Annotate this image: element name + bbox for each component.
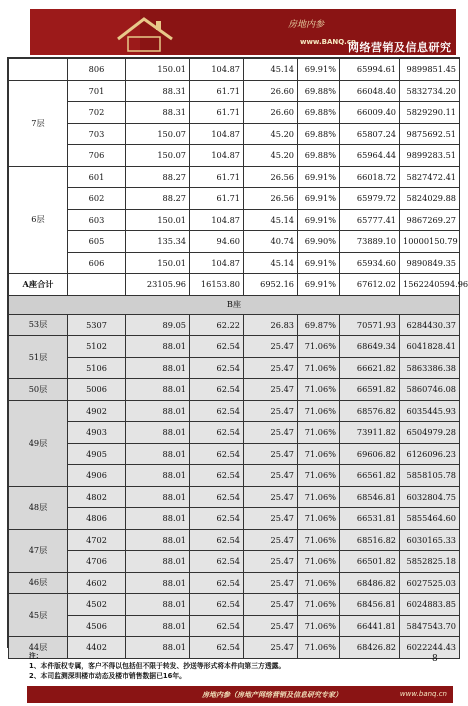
value-cell-v6: 5855464.60	[400, 508, 460, 530]
value-cell-v2: 62.54	[190, 443, 244, 465]
value-cell-v1: 88.01	[126, 529, 190, 551]
value-cell-v3: 45.14	[244, 209, 298, 231]
table-row	[9, 357, 460, 379]
value-cell-v3: 25.47	[244, 551, 298, 573]
value-cell-v1: 88.01	[126, 336, 190, 358]
value-cell-v5: 68576.82	[340, 400, 400, 422]
value-cell-v3: 25.47	[244, 400, 298, 422]
table-row	[9, 59, 460, 81]
floor-cell	[9, 59, 68, 81]
total-v2: 16153.80	[190, 274, 244, 296]
total-v6: 1562240594.96	[400, 274, 460, 296]
value-cell-v2: 104.87	[190, 209, 244, 231]
sales-table-container	[7, 57, 468, 653]
value-cell-v3: 25.47	[244, 637, 298, 659]
table-row	[9, 252, 460, 274]
unit-cell: 4502	[68, 594, 126, 616]
table-row	[9, 572, 460, 594]
value-cell-v6: 6041828.41	[400, 336, 460, 358]
table-row	[9, 400, 460, 422]
table-row	[9, 102, 460, 124]
value-cell-v5: 66501.82	[340, 551, 400, 573]
table-row	[9, 443, 460, 465]
table-row	[9, 166, 460, 188]
value-cell-v5: 66591.82	[340, 379, 400, 401]
value-cell-v6: 6030165.33	[400, 529, 460, 551]
floor-cell: 53层	[9, 314, 68, 336]
value-cell-v4: 69.91%	[298, 59, 340, 81]
table-row	[9, 465, 460, 487]
building-b-section-row	[9, 295, 460, 314]
value-cell-v1: 88.01	[126, 400, 190, 422]
value-cell-v4: 69.90%	[298, 231, 340, 253]
value-cell-v6: 5863386.38	[400, 357, 460, 379]
value-cell-v5: 66441.81	[340, 615, 400, 637]
value-cell-v4: 71.06%	[298, 486, 340, 508]
value-cell-v5: 65979.72	[340, 188, 400, 210]
total-label: A座合计	[9, 274, 68, 296]
total-v3: 6952.16	[244, 274, 298, 296]
value-cell-v4: 71.06%	[298, 508, 340, 530]
unit-cell: 4402	[68, 637, 126, 659]
unit-cell: 4903	[68, 422, 126, 444]
table-row	[9, 188, 460, 210]
value-cell-v5: 70571.93	[340, 314, 400, 336]
value-cell-v4: 71.06%	[298, 572, 340, 594]
value-cell-v5: 73911.82	[340, 422, 400, 444]
value-cell-v2: 62.54	[190, 637, 244, 659]
value-cell-v2: 62.54	[190, 465, 244, 487]
value-cell-v6: 6284430.37	[400, 314, 460, 336]
value-cell-v3: 45.14	[244, 252, 298, 274]
floor-cell: 50层	[9, 379, 68, 401]
value-cell-v6: 6126096.23	[400, 443, 460, 465]
value-cell-v5: 65994.61	[340, 59, 400, 81]
value-cell-v6: 9867269.27	[400, 209, 460, 231]
value-cell-v4: 69.91%	[298, 209, 340, 231]
brand-name: 房地内参	[288, 20, 325, 30]
notes-block	[29, 651, 285, 681]
unit-cell: 4706	[68, 551, 126, 573]
value-cell-v1: 88.01	[126, 379, 190, 401]
value-cell-v1: 88.01	[126, 465, 190, 487]
value-cell-v6: 6035445.93	[400, 400, 460, 422]
table-row	[9, 529, 460, 551]
value-cell-v3: 26.56	[244, 166, 298, 188]
value-cell-v4: 71.06%	[298, 422, 340, 444]
value-cell-v3: 25.47	[244, 443, 298, 465]
unit-cell: 701	[68, 80, 126, 102]
value-cell-v4: 71.06%	[298, 336, 340, 358]
value-cell-v5: 66018.72	[340, 166, 400, 188]
value-cell-v1: 88.31	[126, 102, 190, 124]
table-row	[9, 508, 460, 530]
total-unit	[68, 274, 126, 296]
unit-cell: 601	[68, 166, 126, 188]
table-row	[9, 231, 460, 253]
value-cell-v1: 150.01	[126, 209, 190, 231]
value-cell-v6: 6024883.85	[400, 594, 460, 616]
value-cell-v4: 71.06%	[298, 443, 340, 465]
value-cell-v3: 45.20	[244, 123, 298, 145]
value-cell-v6: 5827472.41	[400, 166, 460, 188]
notes-label: 注：	[29, 652, 43, 660]
table-row	[9, 551, 460, 573]
value-cell-v4: 71.06%	[298, 529, 340, 551]
total-v1: 23105.96	[126, 274, 190, 296]
value-cell-v2: 62.54	[190, 615, 244, 637]
value-cell-v2: 62.54	[190, 357, 244, 379]
table-row	[9, 486, 460, 508]
value-cell-v2: 61.71	[190, 102, 244, 124]
table-row	[9, 80, 460, 102]
value-cell-v5: 68516.82	[340, 529, 400, 551]
value-cell-v5: 69606.82	[340, 443, 400, 465]
value-cell-v2: 62.54	[190, 336, 244, 358]
value-cell-v6: 5829290.11	[400, 102, 460, 124]
value-cell-v1: 88.01	[126, 357, 190, 379]
house-logo-icon	[114, 13, 184, 53]
value-cell-v1: 88.31	[126, 80, 190, 102]
notes-line-1: 1、本件版权专属，客户不得以包括但不限于转发、抄送等形式将本件向第三方透露。	[29, 662, 286, 670]
value-cell-v4: 69.88%	[298, 145, 340, 167]
unit-cell: 4905	[68, 443, 126, 465]
unit-cell: 4506	[68, 615, 126, 637]
value-cell-v4: 69.91%	[298, 166, 340, 188]
brand-url: www.BANQ.cn	[300, 38, 356, 46]
unit-cell: 806	[68, 59, 126, 81]
value-cell-v6: 9890849.35	[400, 252, 460, 274]
value-cell-v4: 71.06%	[298, 357, 340, 379]
unit-cell: 4802	[68, 486, 126, 508]
table-row	[9, 145, 460, 167]
value-cell-v3: 40.74	[244, 231, 298, 253]
value-cell-v5: 68486.82	[340, 572, 400, 594]
value-cell-v2: 62.54	[190, 400, 244, 422]
value-cell-v1: 88.01	[126, 594, 190, 616]
value-cell-v5: 73889.10	[340, 231, 400, 253]
value-cell-v3: 26.60	[244, 80, 298, 102]
value-cell-v1: 88.01	[126, 443, 190, 465]
value-cell-v6: 6027525.03	[400, 572, 460, 594]
sales-table	[8, 58, 468, 659]
unit-cell: 5102	[68, 336, 126, 358]
unit-cell: 703	[68, 123, 126, 145]
value-cell-v6: 9899851.45	[400, 59, 460, 81]
floor-cell: 49层	[9, 400, 68, 486]
unit-cell: 5006	[68, 379, 126, 401]
unit-cell: 603	[68, 209, 126, 231]
value-cell-v3: 25.47	[244, 357, 298, 379]
floor-cell: 6层	[9, 166, 68, 274]
table-row	[9, 314, 460, 336]
unit-cell: 605	[68, 231, 126, 253]
floor-cell: 47层	[9, 529, 68, 572]
value-cell-v2: 61.71	[190, 188, 244, 210]
value-cell-v4: 69.88%	[298, 102, 340, 124]
value-cell-v1: 88.01	[126, 486, 190, 508]
value-cell-v2: 104.87	[190, 123, 244, 145]
unit-cell: 4602	[68, 572, 126, 594]
unit-cell: 602	[68, 188, 126, 210]
value-cell-v5: 65777.41	[340, 209, 400, 231]
value-cell-v3: 25.47	[244, 572, 298, 594]
building-b-rows	[9, 314, 460, 658]
value-cell-v4: 69.88%	[298, 123, 340, 145]
table-row	[9, 615, 460, 637]
value-cell-v3: 26.56	[244, 188, 298, 210]
unit-cell: 4902	[68, 400, 126, 422]
value-cell-v4: 69.91%	[298, 252, 340, 274]
floor-cell: 48层	[9, 486, 68, 529]
value-cell-v6: 5832734.20	[400, 80, 460, 102]
value-cell-v3: 26.83	[244, 314, 298, 336]
value-cell-v1: 150.01	[126, 252, 190, 274]
table-row	[9, 594, 460, 616]
value-cell-v1: 88.01	[126, 572, 190, 594]
value-cell-v5: 66531.81	[340, 508, 400, 530]
value-cell-v1: 88.01	[126, 637, 190, 659]
value-cell-v6: 5847543.70	[400, 615, 460, 637]
value-cell-v1: 150.07	[126, 145, 190, 167]
value-cell-v3: 25.47	[244, 465, 298, 487]
value-cell-v6: 10000150.79	[400, 231, 460, 253]
unit-cell: 5106	[68, 357, 126, 379]
value-cell-v4: 69.91%	[298, 188, 340, 210]
value-cell-v2: 61.71	[190, 80, 244, 102]
header-title: 网络营销及信息研究专家	[348, 41, 452, 70]
footer-url: www.banq.cn	[399, 690, 447, 698]
value-cell-v4: 71.06%	[298, 594, 340, 616]
value-cell-v1: 88.01	[126, 551, 190, 573]
table-row	[9, 123, 460, 145]
value-cell-v2: 62.54	[190, 486, 244, 508]
value-cell-v2: 62.54	[190, 422, 244, 444]
value-cell-v1: 88.01	[126, 508, 190, 530]
value-cell-v2: 61.71	[190, 166, 244, 188]
value-cell-v4: 69.88%	[298, 80, 340, 102]
value-cell-v2: 62.54	[190, 508, 244, 530]
value-cell-v3: 25.47	[244, 508, 298, 530]
value-cell-v3: 25.47	[244, 336, 298, 358]
table-row	[9, 336, 460, 358]
unit-cell: 4806	[68, 508, 126, 530]
value-cell-v4: 71.06%	[298, 379, 340, 401]
value-cell-v6: 5824029.88	[400, 188, 460, 210]
value-cell-v5: 68546.81	[340, 486, 400, 508]
value-cell-v2: 62.54	[190, 379, 244, 401]
value-cell-v6: 6022244.43	[400, 637, 460, 659]
value-cell-v6: 6504979.28	[400, 422, 460, 444]
value-cell-v5: 65934.60	[340, 252, 400, 274]
value-cell-v3: 25.47	[244, 594, 298, 616]
value-cell-v4: 71.06%	[298, 551, 340, 573]
value-cell-v1: 88.01	[126, 615, 190, 637]
value-cell-v3: 26.60	[244, 102, 298, 124]
value-cell-v1: 89.05	[126, 314, 190, 336]
unit-cell: 5307	[68, 314, 126, 336]
footer-banner	[27, 686, 453, 703]
value-cell-v4: 71.06%	[298, 637, 340, 659]
table-row	[9, 209, 460, 231]
building-a-rows	[9, 59, 460, 274]
value-cell-v1: 88.01	[126, 422, 190, 444]
value-cell-v2: 62.54	[190, 572, 244, 594]
unit-cell: 4906	[68, 465, 126, 487]
value-cell-v5: 66561.82	[340, 465, 400, 487]
value-cell-v2: 62.54	[190, 551, 244, 573]
value-cell-v2: 104.87	[190, 252, 244, 274]
value-cell-v5: 65807.24	[340, 123, 400, 145]
value-cell-v3: 25.47	[244, 379, 298, 401]
notes-line-2: 2、本司监测深圳楼市动态及楼市销售数据已16年。	[29, 672, 186, 680]
floor-cell: 46层	[9, 572, 68, 594]
value-cell-v6: 5852825.18	[400, 551, 460, 573]
value-cell-v2: 62.54	[190, 594, 244, 616]
floor-cell: 44层	[9, 637, 68, 659]
value-cell-v5: 66621.82	[340, 357, 400, 379]
value-cell-v3: 25.47	[244, 529, 298, 551]
value-cell-v4: 69.87%	[298, 314, 340, 336]
value-cell-v3: 45.20	[244, 145, 298, 167]
value-cell-v5: 68456.81	[340, 594, 400, 616]
total-v4: 69.91%	[298, 274, 340, 296]
value-cell-v5: 68426.82	[340, 637, 400, 659]
value-cell-v2: 104.87	[190, 59, 244, 81]
table-row	[9, 379, 460, 401]
floor-cell: 7层	[9, 80, 68, 166]
value-cell-v3: 25.47	[244, 615, 298, 637]
value-cell-v1: 150.01	[126, 59, 190, 81]
value-cell-v4: 71.06%	[298, 465, 340, 487]
footer-text: 房地内参（房地产网络营销及信息研究专家）	[202, 691, 342, 699]
value-cell-v5: 68649.34	[340, 336, 400, 358]
page-number: 8	[432, 654, 438, 664]
value-cell-v1: 88.27	[126, 166, 190, 188]
value-cell-v2: 62.22	[190, 314, 244, 336]
section-label: B座	[9, 295, 460, 314]
value-cell-v2: 104.87	[190, 145, 244, 167]
value-cell-v1: 135.34	[126, 231, 190, 253]
table-row	[9, 422, 460, 444]
value-cell-v6: 5858105.78	[400, 465, 460, 487]
value-cell-v1: 150.07	[126, 123, 190, 145]
unit-cell: 606	[68, 252, 126, 274]
unit-cell: 706	[68, 145, 126, 167]
value-cell-v5: 66048.40	[340, 80, 400, 102]
value-cell-v3: 25.47	[244, 422, 298, 444]
value-cell-v4: 71.06%	[298, 400, 340, 422]
unit-cell: 4702	[68, 529, 126, 551]
value-cell-v5: 66009.40	[340, 102, 400, 124]
value-cell-v2: 94.60	[190, 231, 244, 253]
floor-cell: 51层	[9, 336, 68, 379]
total-v5: 67612.02	[340, 274, 400, 296]
value-cell-v1: 88.27	[126, 188, 190, 210]
value-cell-v6: 6032804.75	[400, 486, 460, 508]
value-cell-v6: 5860746.08	[400, 379, 460, 401]
value-cell-v2: 62.54	[190, 529, 244, 551]
unit-cell: 702	[68, 102, 126, 124]
value-cell-v5: 65964.44	[340, 145, 400, 167]
value-cell-v3: 45.14	[244, 59, 298, 81]
value-cell-v6: 9875692.51	[400, 123, 460, 145]
value-cell-v3: 25.47	[244, 486, 298, 508]
floor-cell: 45层	[9, 594, 68, 637]
value-cell-v4: 71.06%	[298, 615, 340, 637]
value-cell-v6: 9899283.51	[400, 145, 460, 167]
building-a-total-row	[9, 274, 460, 296]
